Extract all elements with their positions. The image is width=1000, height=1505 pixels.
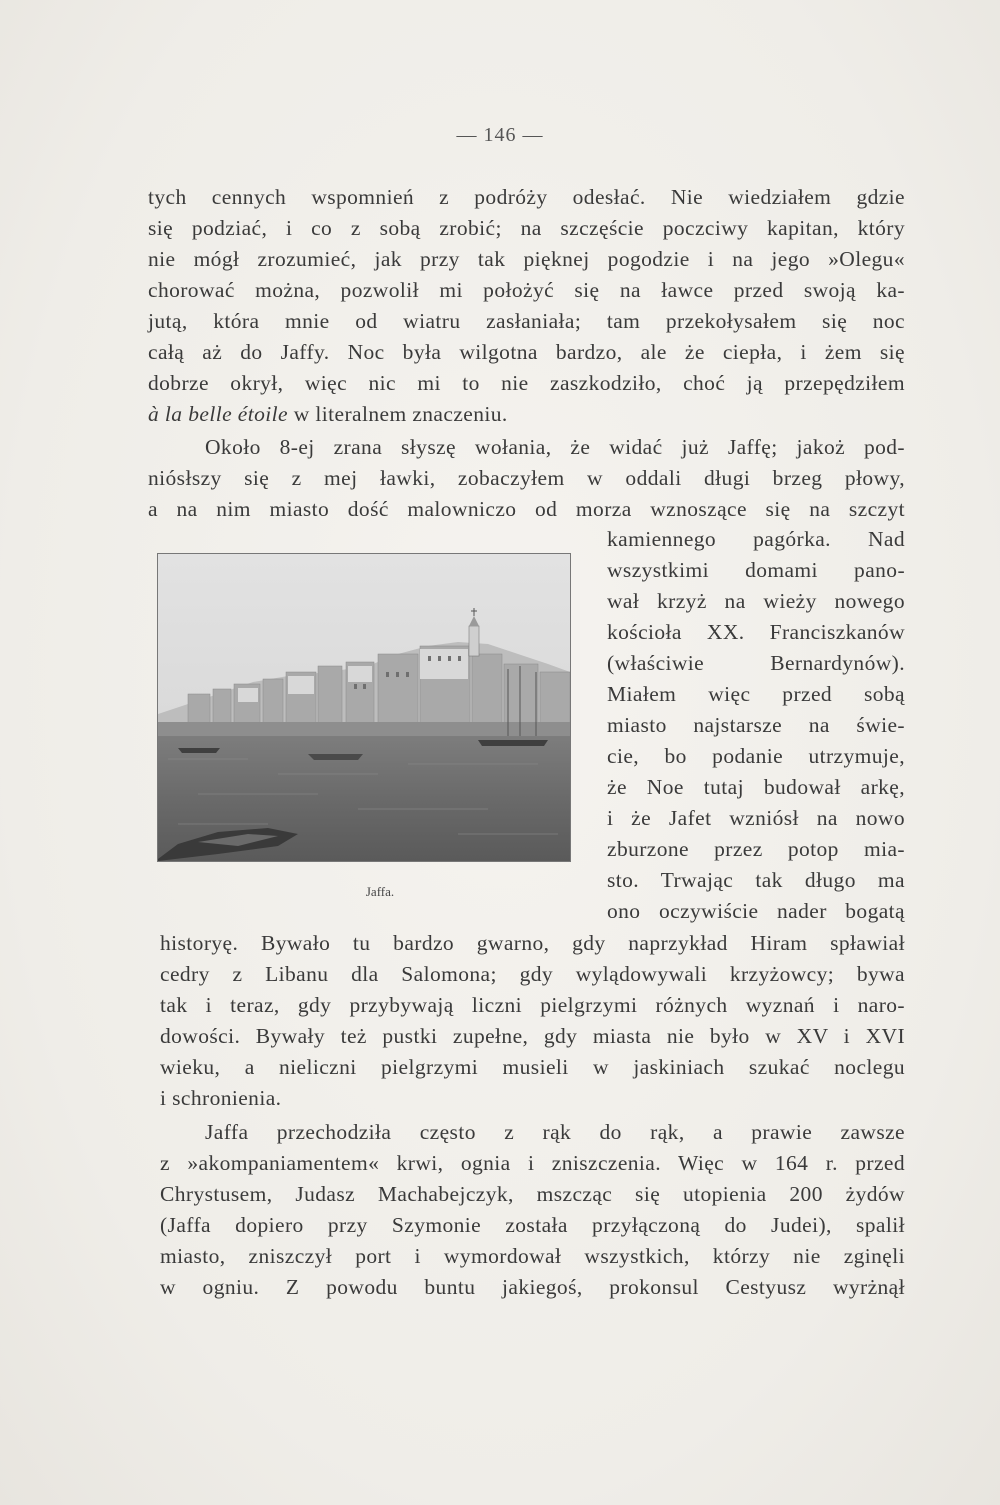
text-line: tak i teraz, gdy przybywają liczni pielgrzymi różnych wyznań i naro- bbox=[160, 993, 905, 1017]
text-line: cedry z Libanu dla Salomona; gdy wylądowywali krzyżowcy; bywa bbox=[160, 962, 905, 986]
page-number: — 146 — bbox=[456, 124, 544, 146]
text-line: (Jaffa dopiero przy Szymonie została przyłączoną do Judei), spalił bbox=[160, 1213, 905, 1237]
text-line bbox=[148, 399, 905, 431]
text-line: niósłszy się z mej ławki, zobaczyłem w oddali długi brzeg płowy, bbox=[148, 466, 905, 490]
text-line: miasto najstarsze na świe- bbox=[607, 713, 905, 737]
text-line: się podziać, i co z sobą zrobić; na szczęście poczciwy kapitan, który bbox=[148, 216, 905, 240]
text-line: historyę. Bywało tu bardzo gwarno, gdy naprzykład Hiram spławiał bbox=[160, 931, 905, 955]
text-line: Miałem więc przed sobą bbox=[607, 682, 905, 706]
text-line: że Noe tutaj budował arkę, bbox=[607, 775, 905, 799]
text-line: Jaffa przechodziła często z rąk do rąk, a prawie zawsze bbox=[205, 1120, 905, 1144]
text-line: i że Jafet wzniósł na nowo bbox=[607, 806, 905, 830]
harbour-illustration bbox=[158, 554, 570, 861]
text-line: wał krzyż na wieży nowego bbox=[607, 589, 905, 613]
figure-caption: Jaffa. bbox=[365, 884, 395, 899]
text-line: całą aż do Jaffy. Noc była wilgotna bardzo, ale że ciepła, i żem się bbox=[148, 340, 905, 364]
text-line: ono oczywiście nader bogatą bbox=[607, 899, 905, 923]
text-line: z »akompaniamentem« krwi, ognia i zniszczenia. Więc w 164 r. przed bbox=[160, 1151, 905, 1175]
text-line: wieku, a nieliczni pielgrzymi musieli w jaskiniach szukać noclegu bbox=[160, 1055, 905, 1079]
text-line: zburzone przez potop mia- bbox=[607, 837, 905, 861]
text-line: miasto, zniszczył port i wymordował wszystkich, którzy nie zginęli bbox=[160, 1244, 905, 1268]
text-line: chorować można, pozwolił mi położyć się na ławce przed swoją ka- bbox=[148, 278, 905, 302]
text-line: Chrystusem, Judasz Machabejczyk, mszcząc się utopienia 200 żydów bbox=[160, 1182, 905, 1206]
text-line: w ogniu. Z powodu buntu jakiegoś, prokonsul Cestyusz wyrżnął bbox=[160, 1275, 905, 1299]
text-line: wszystkimi domami pano- bbox=[607, 558, 905, 582]
text-line: Około 8-ej zrana słyszę wołania, że widać już Jaffę; jakoż pod- bbox=[205, 435, 905, 459]
text-line: dobrze okrył, więc nic mi to nie zaszkodziło, choć ją przepędziłem bbox=[148, 371, 905, 395]
italic-phrase: à la belle étoile bbox=[148, 402, 288, 426]
text-line: i schronienia. bbox=[160, 1086, 282, 1110]
jaffa-photograph bbox=[157, 553, 571, 862]
text-line: tych cennych wspomnień z podróży odesłać. Nie wiedziałem gdzie bbox=[148, 185, 905, 209]
text-line: dowości. Bywały też pustki zupełne, gdy miasta nie było w XV i XVI bbox=[160, 1024, 905, 1048]
text-line: nie mógł zrozumieć, jak przy tak pięknej pogodzie i na jego »Olegu« bbox=[148, 247, 905, 271]
text-line: sto. Trwając tak długo ma bbox=[607, 868, 905, 892]
text-line: (właściwie Bernardynów). bbox=[607, 651, 905, 675]
text-fragment: w literalnem znaczeniu. bbox=[287, 402, 508, 426]
text-line: kamiennego pagórka. Nad bbox=[607, 527, 905, 551]
text-line: a na nim miasto dość malowniczo od morza wznoszące się na szczyt bbox=[148, 497, 905, 521]
text-line: kościoła XX. Franciszkanów bbox=[607, 620, 905, 644]
text-line: jutą, która mnie od wiatru zasłaniała; tam przekołysałem się noc bbox=[148, 309, 905, 333]
text-line: cie, bo podanie utrzymuje, bbox=[607, 744, 905, 768]
